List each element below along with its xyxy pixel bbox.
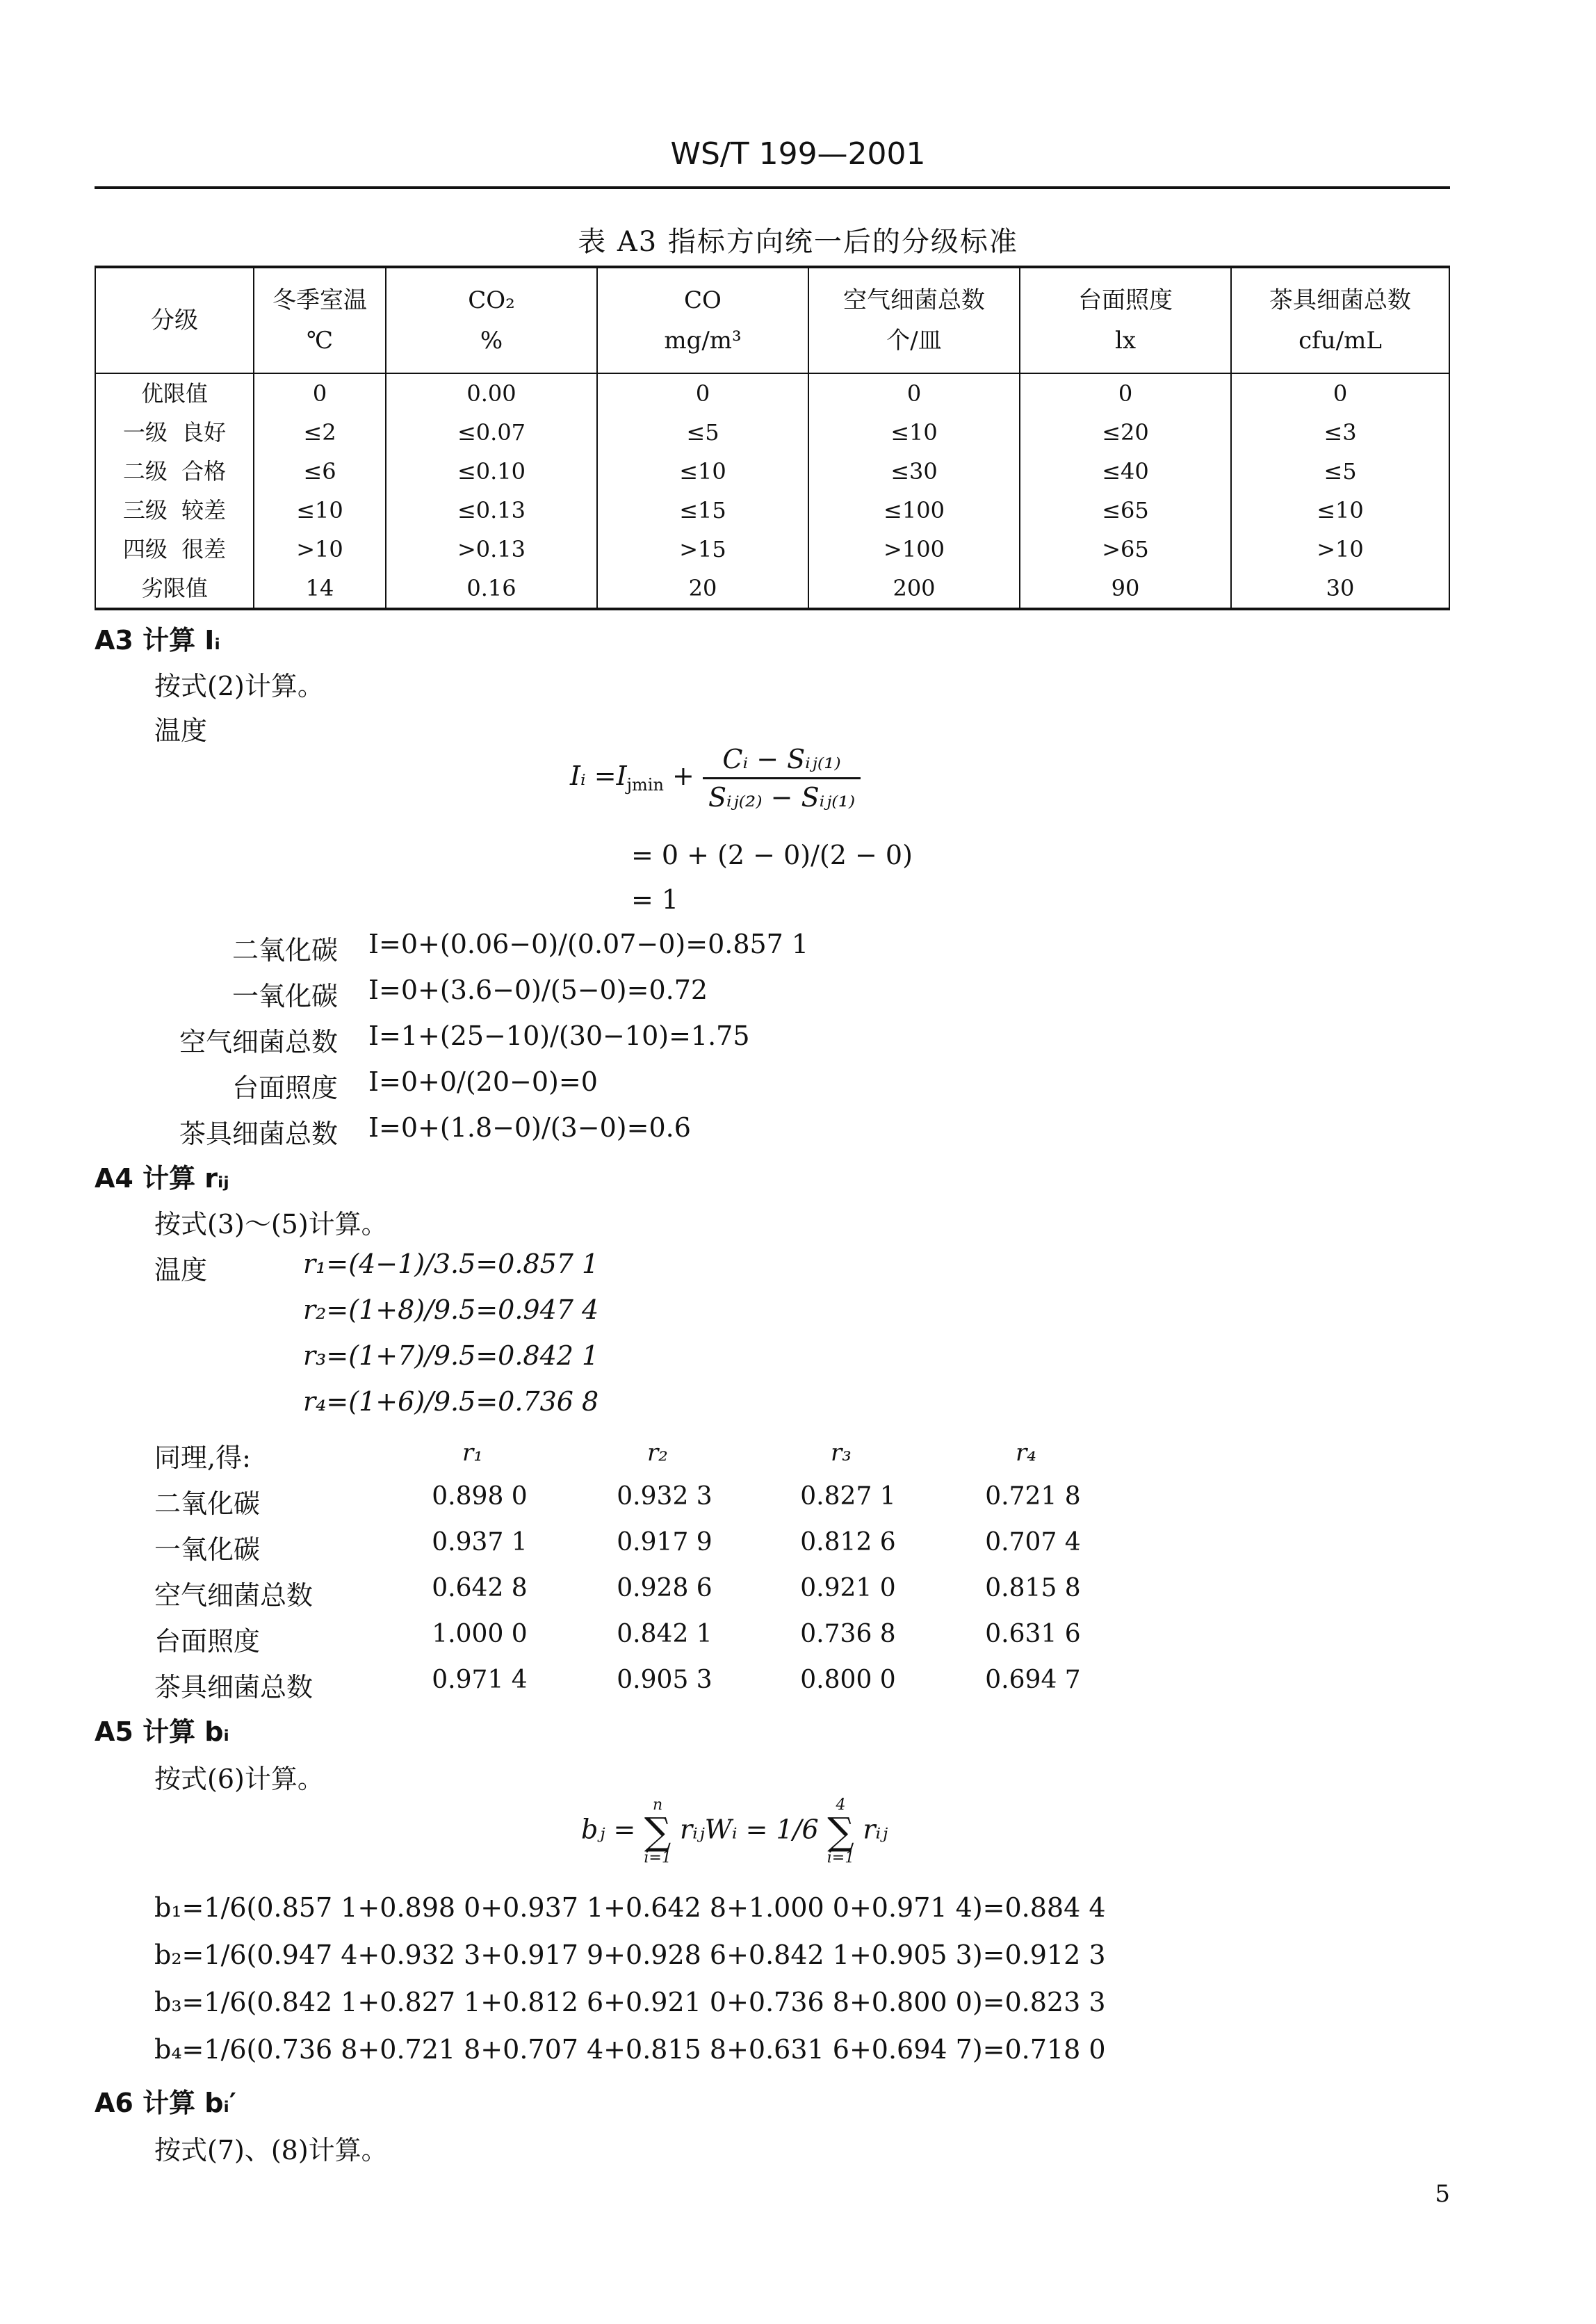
table-cell: ≤10 — [1231, 491, 1449, 530]
column-header: 茶具细菌总数 cfu/mL — [1231, 267, 1449, 373]
table-cell: ≤100 — [808, 491, 1020, 530]
table-cell: 0 — [597, 373, 808, 413]
column-header: 分级 — [95, 267, 254, 373]
table-cell: 0.16 — [386, 569, 597, 609]
r-value: 0.800 0 — [800, 1666, 896, 1694]
column-header: 台面照度 lx — [1020, 267, 1231, 373]
similarly-label: 同理,得: — [154, 1443, 251, 1473]
table-cell: ≤10 — [597, 452, 808, 491]
section-a3-heading: A3 计算 Iᵢ — [95, 625, 220, 656]
table-cell: >10 — [1231, 530, 1449, 569]
a3-temperature-label: 温度 — [154, 715, 208, 746]
table-cell: 0 — [808, 373, 1020, 413]
table-row — [95, 530, 1449, 569]
table-row — [95, 491, 1449, 530]
r-value: 0.812 6 — [800, 1528, 896, 1557]
a4-temperature-label: 温度 — [154, 1255, 208, 1285]
table-cell: 0.00 — [386, 373, 597, 413]
table-cell: ≤40 — [1020, 452, 1231, 491]
grade-label-cell: 优限值 — [95, 373, 254, 413]
r-column-header: r₁ — [462, 1439, 483, 1467]
document-code: WS/T 199—2001 — [670, 136, 926, 172]
page-number: 5 — [1435, 2180, 1450, 2208]
grade-label-cell: 一级 良好 — [95, 413, 254, 452]
table-cell: ≤2 — [254, 413, 386, 452]
header-rule — [95, 186, 1450, 189]
r-value: 0.937 1 — [432, 1528, 528, 1557]
table-caption: 表 A3 指标方向统一后的分级标准 — [578, 226, 1018, 258]
table-cell: ≤10 — [254, 491, 386, 530]
section-a6-heading: A6 计算 bᵢ′ — [95, 2088, 236, 2118]
r-row-label: 茶具细菌总数 — [154, 1672, 314, 1703]
table-cell: 200 — [808, 569, 1020, 609]
column-header: CO mg/m³ — [597, 267, 808, 373]
table-header-row — [95, 267, 1449, 373]
r-value: 0.736 8 — [800, 1620, 896, 1648]
a3-item-label: 茶具细菌总数 — [179, 1119, 338, 1149]
r-value: 0.917 9 — [617, 1528, 712, 1557]
a5-formula: bⱼ = n ∑ i=1 rᵢⱼWᵢ = 1/6 4 ∑ i=1 rᵢⱼ — [581, 1796, 888, 1867]
b-line: b₂=1/6(0.947 4+0.932 3+0.917 9+0.928 6+0.842 1+0.905 3)=0.912 3 — [154, 1940, 1106, 1970]
r-line: r₃=(1+7)/9.5=0.842 1 — [303, 1340, 599, 1371]
b-line: b₃=1/6(0.842 1+0.827 1+0.812 6+0.921 0+0.736 8+0.800 0)=0.823 3 — [154, 1987, 1106, 2017]
table-cell: ≤3 — [1231, 413, 1449, 452]
summation-symbol: 4 ∑ i=1 — [826, 1796, 855, 1867]
a3-item-expression: I=0+0/(20−0)=0 — [368, 1066, 598, 1097]
section-a4-heading: A4 计算 rᵢⱼ — [95, 1163, 229, 1194]
r-column-header: r₄ — [1016, 1439, 1036, 1467]
a3-item-label: 空气细菌总数 — [179, 1027, 338, 1057]
table-row — [95, 452, 1449, 491]
r-value: 0.642 8 — [432, 1574, 528, 1602]
table-cell: >100 — [808, 530, 1020, 569]
grade-label-cell: 四级 很差 — [95, 530, 254, 569]
r-value: 0.898 0 — [432, 1482, 528, 1511]
table-row — [95, 413, 1449, 452]
r-value: 0.707 4 — [985, 1528, 1081, 1557]
grade-label-cell: 二级 合格 — [95, 452, 254, 491]
table-cell: ≤10 — [808, 413, 1020, 452]
r-value: 0.842 1 — [617, 1620, 712, 1648]
r-row-label: 二氧化碳 — [154, 1488, 261, 1519]
a3-formula-line3: = 1 — [631, 884, 679, 915]
table-cell: ≤5 — [597, 413, 808, 452]
r-value: 1.000 0 — [432, 1620, 528, 1648]
a3-item-label: 二氧化碳 — [231, 935, 338, 966]
b-line: b₁=1/6(0.857 1+0.898 0+0.937 1+0.642 8+1.000 0+0.971 4)=0.884 4 — [154, 1892, 1106, 1923]
r-row-label: 台面照度 — [154, 1626, 261, 1657]
r-column-header: r₃ — [831, 1439, 852, 1467]
a3-item-label: 台面照度 — [231, 1073, 338, 1103]
table-cell: 20 — [597, 569, 808, 609]
table-cell: >0.13 — [386, 530, 597, 569]
a3-item-expression: I=1+(25−10)/(30−10)=1.75 — [368, 1021, 750, 1051]
table-cell: ≤5 — [1231, 452, 1449, 491]
r-value: 0.905 3 — [617, 1666, 712, 1694]
a3-item-expression: I=0+(3.6−0)/(5−0)=0.72 — [368, 975, 708, 1005]
table-cell: 30 — [1231, 569, 1449, 609]
a4-instruction: 按式(3)～(5)计算。 — [154, 1209, 388, 1240]
summation-symbol: n ∑ i=1 — [644, 1796, 671, 1867]
r-value: 0.971 4 — [432, 1666, 528, 1694]
table-cell: 90 — [1020, 569, 1231, 609]
r-value: 0.815 8 — [985, 1574, 1081, 1602]
r-row-label: 空气细菌总数 — [154, 1580, 314, 1611]
table-cell: ≤15 — [597, 491, 808, 530]
table-cell: 0 — [254, 373, 386, 413]
a3-instruction: 按式(2)计算。 — [154, 671, 324, 701]
table-cell: ≤0.07 — [386, 413, 597, 452]
a3-formula: Iᵢ $=I_{jmin}$ + $\frac{\text{Cᵢ − Sᵢⱼ₍₁₎}}{\text{Sᵢⱼ₍₂₎ − Sᵢⱼ₍₁₎}}$ — [570, 744, 861, 813]
r-value: 0.932 3 — [617, 1482, 712, 1511]
r-line: r₁=(4−1)/3.5=0.857 1 — [303, 1249, 599, 1279]
grade-label-cell: 劣限值 — [95, 569, 254, 609]
table-cell: >15 — [597, 530, 808, 569]
table-cell: >10 — [254, 530, 386, 569]
a3-formula-line2: = 0 + (2 − 0)/(2 − 0) — [631, 840, 913, 870]
table-row — [95, 373, 1449, 413]
r-line: r₂=(1+8)/9.5=0.947 4 — [303, 1294, 599, 1325]
table-cell: ≤65 — [1020, 491, 1231, 530]
table-cell: ≤0.10 — [386, 452, 597, 491]
grading-table — [95, 266, 1450, 610]
section-a5-heading: A5 计算 bᵢ — [95, 1716, 229, 1747]
table-cell: ≤0.13 — [386, 491, 597, 530]
table-cell: >65 — [1020, 530, 1231, 569]
r-column-header: r₂ — [647, 1439, 668, 1467]
r-line: r₄=(1+6)/9.5=0.736 8 — [303, 1386, 599, 1417]
table-cell: ≤6 — [254, 452, 386, 491]
column-header: CO₂ % — [386, 267, 597, 373]
r-value: 0.921 0 — [800, 1574, 896, 1602]
column-header: 空气细菌总数 个/皿 — [808, 267, 1020, 373]
r-value: 0.928 6 — [617, 1574, 712, 1602]
r-value: 0.721 8 — [985, 1482, 1081, 1511]
a3-item-expression: I=0+(1.8−0)/(3−0)=0.6 — [368, 1112, 691, 1143]
table-cell: 0 — [1020, 373, 1231, 413]
table-cell: 14 — [254, 569, 386, 609]
r-value: 0.827 1 — [800, 1482, 896, 1511]
r-row-label: 一氧化碳 — [154, 1534, 261, 1565]
a5-instruction: 按式(6)计算。 — [154, 1764, 324, 1794]
a6-instruction: 按式(7)、(8)计算。 — [154, 2135, 388, 2165]
b-line: b₄=1/6(0.736 8+0.721 8+0.707 4+0.815 8+0.631 6+0.694 7)=0.718 0 — [154, 2034, 1106, 2065]
table-cell: ≤20 — [1020, 413, 1231, 452]
column-header: 冬季室温 ℃ — [254, 267, 386, 373]
table-cell: 0 — [1231, 373, 1449, 413]
r-value: 0.694 7 — [985, 1666, 1081, 1694]
grade-label-cell: 三级 较差 — [95, 491, 254, 530]
r-value: 0.631 6 — [985, 1620, 1081, 1648]
table-cell: ≤30 — [808, 452, 1020, 491]
table-row — [95, 569, 1449, 609]
a3-item-expression: I=0+(0.06−0)/(0.07−0)=0.857 1 — [368, 929, 809, 959]
a3-item-label: 一氧化碳 — [231, 981, 338, 1011]
